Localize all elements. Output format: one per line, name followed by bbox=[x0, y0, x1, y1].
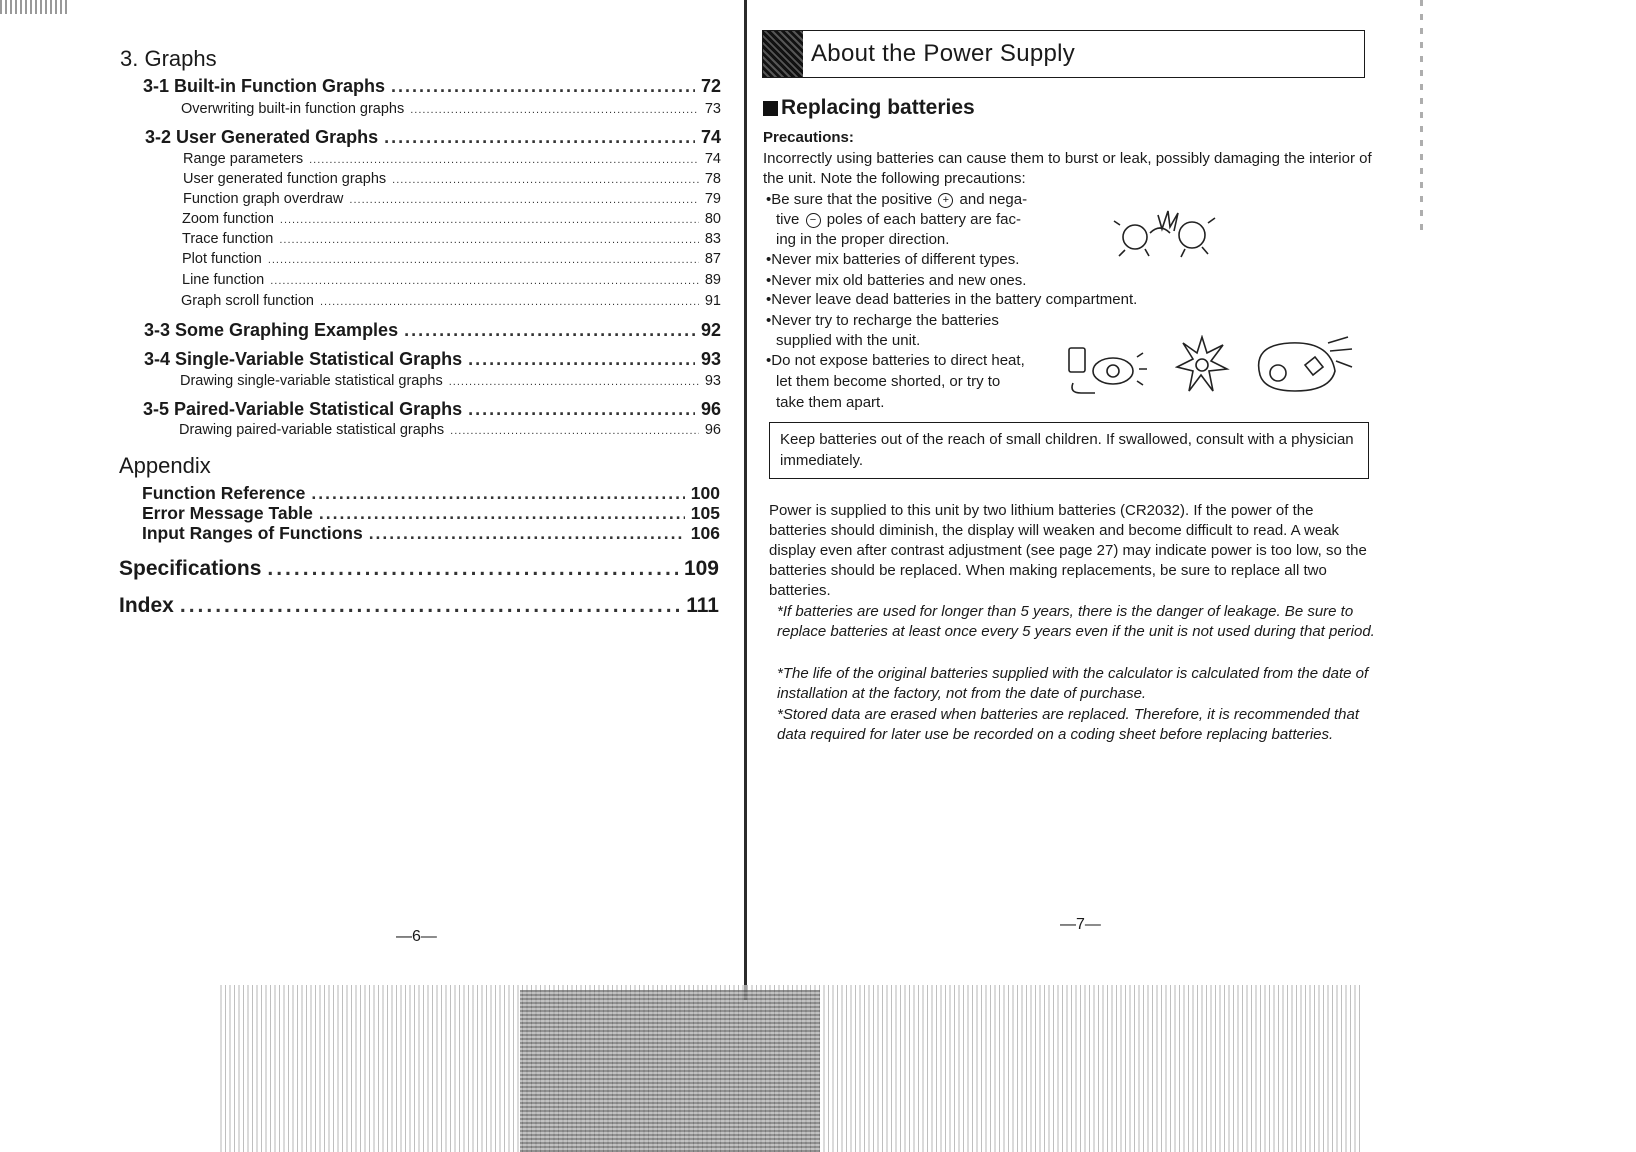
page-gutter bbox=[744, 0, 747, 1000]
precaution-bullet: •Do not expose batteries to direct heat, bbox=[766, 352, 1025, 369]
toc-leader bbox=[268, 254, 699, 266]
toc-leader bbox=[349, 194, 698, 206]
toc-entry-label: Specifications bbox=[119, 557, 262, 580]
toc-leader bbox=[410, 104, 699, 116]
precaution-bullet-cont: take them apart. bbox=[776, 394, 885, 411]
battery-icon bbox=[763, 31, 803, 77]
toc-entry-label: Function Reference bbox=[142, 483, 306, 503]
precaution-bullet: •Never try to recharge the batteries bbox=[766, 312, 999, 329]
toc-entry-label: Input Ranges of Functions bbox=[142, 523, 363, 543]
toc-entry-label: Trace function bbox=[182, 231, 274, 247]
precautions-label: Precautions: bbox=[763, 129, 854, 146]
toc-entry[interactable] bbox=[142, 523, 720, 544]
precautions-intro: Incorrectly using batteries can cause them to burst or leak, possibly damaging the interior of the unit. Note the following precautions: bbox=[763, 150, 1372, 187]
toc-entry-page: 83 bbox=[704, 231, 721, 247]
toc-entry-label: Drawing paired-variable statistical graphs bbox=[179, 422, 445, 438]
toc-entry[interactable] bbox=[119, 557, 719, 581]
battery-life-note: *The life of the original batteries supplied with the calculator is calculated from the date of installation at the factory, not from the date of purchase. bbox=[777, 665, 1369, 702]
toc-leader bbox=[369, 523, 685, 544]
bullet-text: tive bbox=[776, 211, 800, 228]
toc-leader bbox=[309, 154, 699, 166]
power-supply-description: Power is supplied to this unit by two lithium batteries (CR2032). If the power of the batteries should diminish, the display will weaken and become difficult to read. A weak display even after contrast adjustment (see page 27) may indicate power is too low, so the batteries should be replaced. When making replacements, be sure to replace all two batteries. bbox=[769, 502, 1367, 599]
bullet-text: poles of each battery are fac- bbox=[826, 211, 1021, 228]
toc-entry[interactable] bbox=[181, 101, 721, 117]
data-erase-note: *Stored data are erased when batteries are replaced. Therefore, it is recommended that data required for later use be recorded on a coding sheet before replacing batteries. bbox=[777, 706, 1359, 743]
bullet-text: and nega- bbox=[959, 191, 1028, 208]
precaution-bullet: •Never mix old batteries and new ones. bbox=[766, 272, 1027, 289]
toc-entry-page: 105 bbox=[690, 503, 720, 523]
toc-leader bbox=[280, 214, 699, 226]
toc-entry-page: 91 bbox=[704, 293, 721, 309]
section-heading bbox=[763, 96, 975, 120]
toc-entry-page: 96 bbox=[704, 422, 721, 438]
toc-entry-label: Zoom function bbox=[182, 211, 274, 227]
toc-leader bbox=[391, 76, 695, 97]
toc-entry[interactable] bbox=[180, 373, 721, 389]
toc-entry[interactable] bbox=[182, 231, 721, 247]
toc-entry-page: 74 bbox=[700, 127, 721, 147]
toc-entry[interactable] bbox=[142, 483, 720, 504]
bursting-battery-illustration bbox=[1110, 205, 1220, 260]
toc-leader bbox=[468, 399, 695, 420]
toc-entry-label: Drawing single-variable statistical graphs bbox=[180, 373, 443, 389]
toc-entry[interactable] bbox=[183, 191, 721, 207]
toc-leader bbox=[180, 594, 680, 618]
toc-entry-label: Index bbox=[119, 594, 174, 617]
toc-entry[interactable] bbox=[183, 171, 721, 187]
page-title: About the Power Supply bbox=[811, 40, 1076, 67]
toc-entry-page: 80 bbox=[704, 211, 721, 227]
toc-entry-label: Line function bbox=[182, 272, 265, 288]
toc-leader bbox=[311, 483, 684, 504]
toc-chapter-graphs: 3. Graphs bbox=[120, 46, 217, 71]
toc-leader bbox=[319, 503, 685, 524]
toc-leader bbox=[384, 127, 695, 148]
precaution-bullet-cont bbox=[776, 210, 1021, 230]
page-number-left: —6— bbox=[396, 928, 437, 945]
page-number-right: —7— bbox=[1060, 916, 1101, 933]
toc-entry-label: 3-1 Built-in Function Graphs bbox=[143, 76, 385, 96]
negative-pole-icon: − bbox=[806, 213, 821, 228]
toc-entry[interactable] bbox=[182, 272, 721, 288]
toc-entry[interactable] bbox=[179, 422, 721, 438]
toc-entry-label: Error Message Table bbox=[142, 503, 313, 523]
precaution-bullet-cont: supplied with the unit. bbox=[776, 332, 921, 349]
toc-entry[interactable] bbox=[144, 320, 721, 341]
toc-entry-page: 106 bbox=[690, 523, 720, 543]
toc-leader bbox=[279, 234, 699, 246]
toc-entry[interactable] bbox=[183, 151, 721, 167]
toc-entry[interactable] bbox=[144, 349, 721, 370]
toc-entry[interactable] bbox=[119, 594, 719, 618]
toc-leader bbox=[320, 296, 699, 308]
toc-entry-label: 3-5 Paired-Variable Statistical Graphs bbox=[143, 399, 463, 419]
toc-leader bbox=[270, 275, 699, 287]
toc-leader bbox=[392, 174, 699, 186]
black-square-icon bbox=[763, 101, 778, 116]
precaution-bullet: •Never leave dead batteries in the battery compartment. bbox=[766, 291, 1138, 308]
precaution-bullet-cont: let them become shorted, or try to bbox=[776, 373, 1001, 390]
toc-entry-page: 78 bbox=[704, 171, 721, 187]
toc-entry-page: 92 bbox=[700, 320, 721, 340]
toc-entry[interactable] bbox=[182, 251, 721, 267]
scan-margin-marks bbox=[1420, 0, 1423, 230]
toc-entry[interactable] bbox=[181, 293, 721, 309]
scan-noise bbox=[0, 0, 70, 14]
toc-entry-label: Plot function bbox=[182, 251, 262, 267]
bullet-text: •Be sure that the positive bbox=[766, 191, 933, 208]
heat-battery-illustration bbox=[1065, 343, 1155, 398]
section-heading-text: Replacing batteries bbox=[781, 96, 975, 119]
toc-entry-page: 111 bbox=[686, 594, 719, 617]
toc-entry-page: 93 bbox=[704, 373, 721, 389]
toc-entry-page: 109 bbox=[683, 557, 719, 580]
toc-entry[interactable] bbox=[143, 399, 721, 420]
toc-entry-page: 89 bbox=[704, 272, 721, 288]
precaution-bullet bbox=[766, 190, 1027, 210]
toc-entry-label: 3-3 Some Graphing Examples bbox=[144, 320, 399, 340]
leakage-note: *If batteries are used for longer than 5 years, there is the danger of leakage. Be sure to replace batteries at least once every 5 years even if the unit is not used during that period. bbox=[777, 603, 1375, 640]
toc-entry-label: Function graph overdraw bbox=[183, 191, 344, 207]
short-circuit-illustration bbox=[1175, 335, 1230, 395]
toc-entry-page: 79 bbox=[704, 191, 721, 207]
toc-entry[interactable] bbox=[142, 503, 720, 524]
toc-leader bbox=[450, 425, 699, 437]
toc-entry-label: 3-2 User Generated Graphs bbox=[145, 127, 379, 147]
toc-entry-label: Graph scroll function bbox=[181, 293, 314, 309]
toc-entry-page: 87 bbox=[704, 251, 721, 267]
scan-shadow-dark bbox=[520, 990, 820, 1152]
toc-entry[interactable] bbox=[143, 76, 721, 97]
positive-pole-icon: + bbox=[938, 193, 953, 208]
toc-entry-label: 3-4 Single-Variable Statistical Graphs bbox=[144, 349, 463, 369]
toc-leader bbox=[404, 320, 695, 341]
toc-entry-page: 93 bbox=[700, 349, 721, 369]
toc-entry-label: Overwriting built-in function graphs bbox=[181, 101, 405, 117]
toc-entry[interactable] bbox=[182, 211, 721, 227]
toc-entry-page: 100 bbox=[690, 483, 720, 503]
toc-leader bbox=[267, 557, 678, 581]
toc-entry-page: 72 bbox=[700, 76, 721, 96]
toc-entry-page: 74 bbox=[704, 151, 721, 167]
disassemble-battery-illustration bbox=[1250, 335, 1355, 395]
toc-entry[interactable] bbox=[145, 127, 721, 148]
section-title-box bbox=[762, 30, 1365, 78]
toc-entry-page: 73 bbox=[704, 101, 721, 117]
toc-leader bbox=[449, 376, 699, 388]
toc-chapter-appendix: Appendix bbox=[119, 453, 211, 478]
toc-entry-page: 96 bbox=[700, 399, 721, 419]
toc-leader bbox=[468, 349, 695, 370]
precaution-bullet: •Never mix batteries of different types. bbox=[766, 251, 1020, 268]
child-safety-warning: Keep batteries out of the reach of small children. If swallowed, consult with a physician immediately. bbox=[769, 422, 1369, 479]
toc-entry-label: User generated function graphs bbox=[183, 171, 387, 187]
precaution-bullet-cont: ing in the proper direction. bbox=[776, 231, 950, 248]
toc-entry-label: Range parameters bbox=[183, 151, 304, 167]
